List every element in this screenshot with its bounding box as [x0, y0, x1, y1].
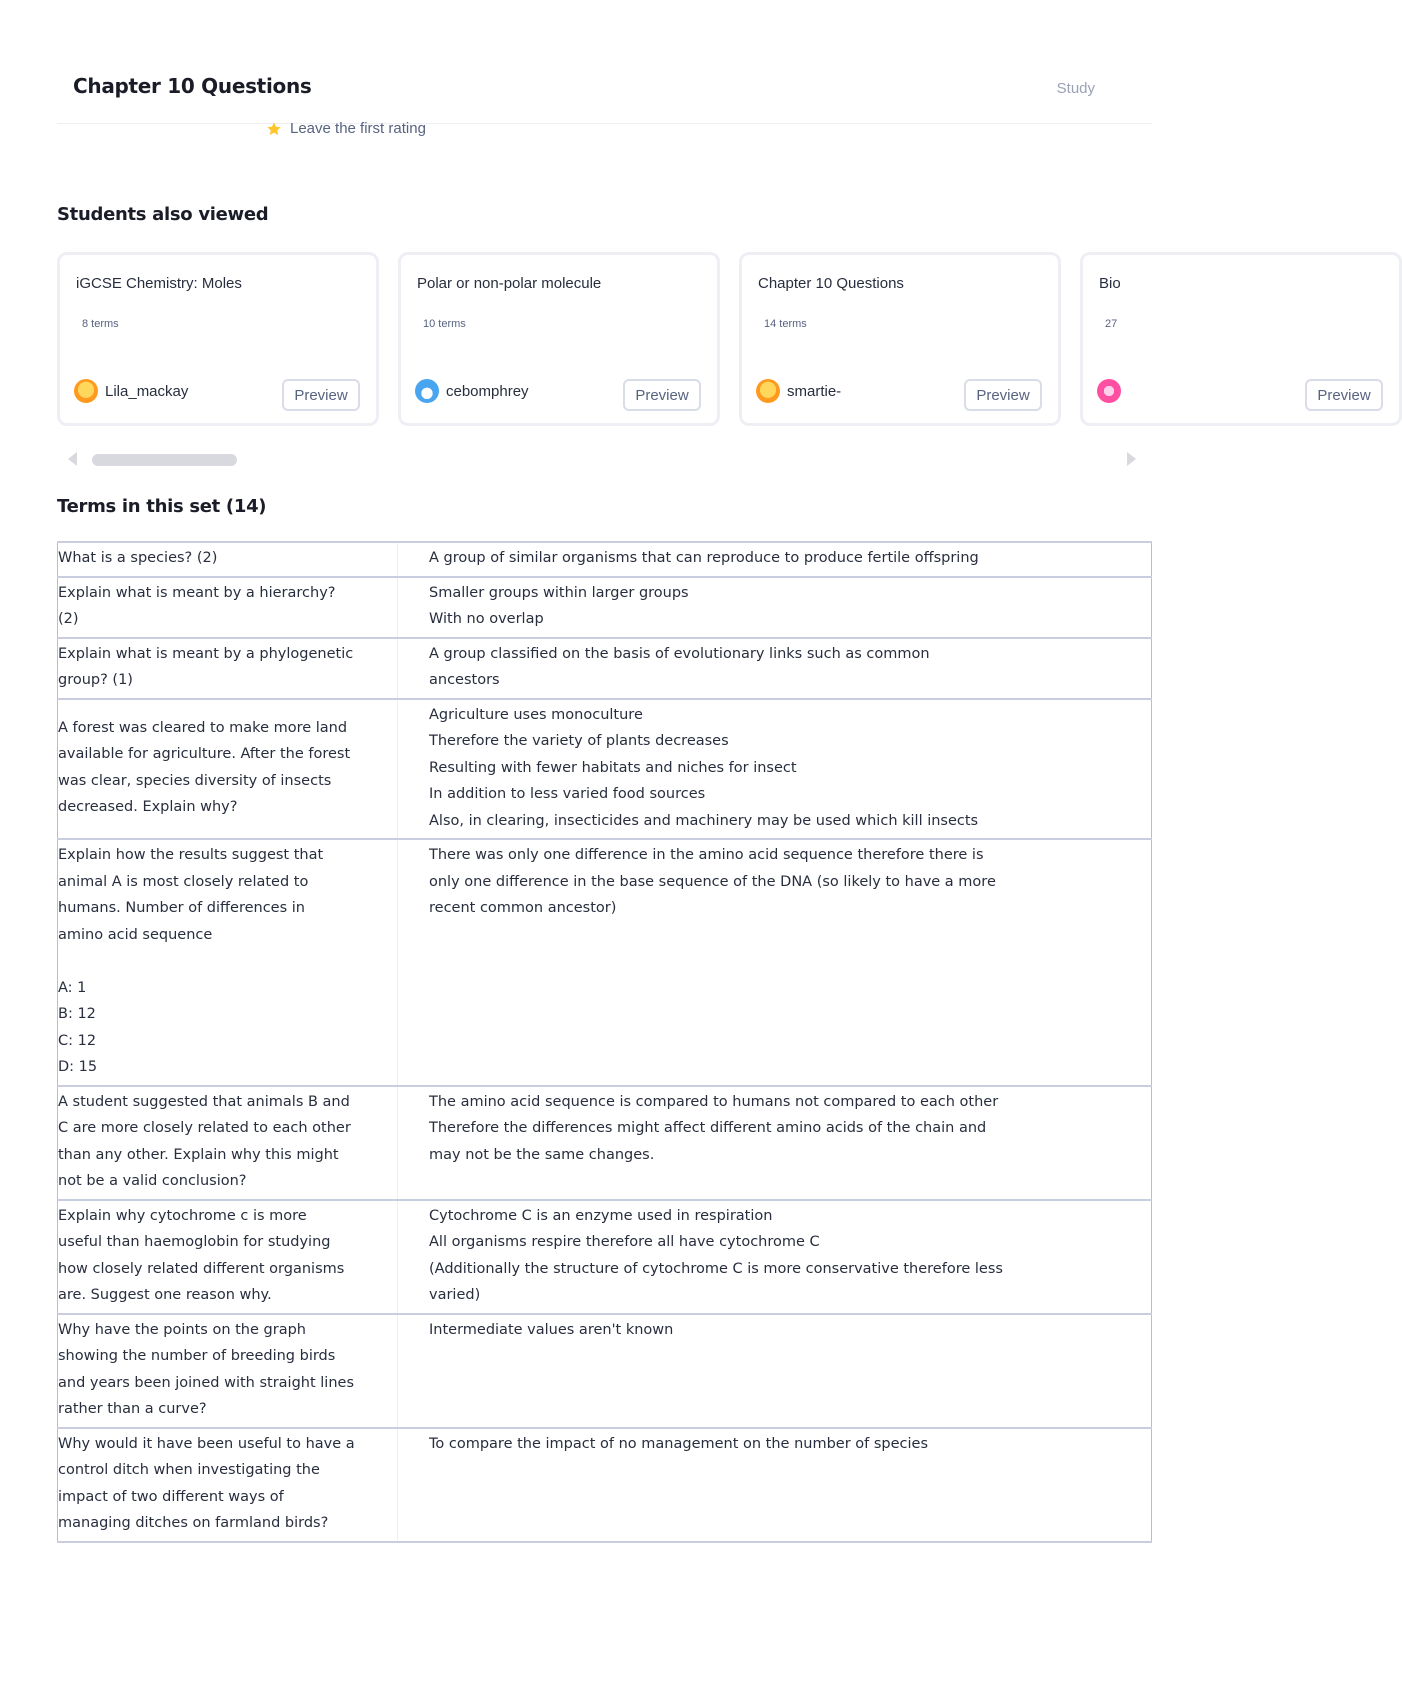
- term-text: not be a valid conclusion?: [58, 1173, 247, 1189]
- term-text: managing ditches on farmland birds?: [58, 1515, 329, 1531]
- term-text: humans. Number of differences in: [58, 900, 305, 916]
- term-text: control ditch when investigating the: [58, 1462, 320, 1478]
- definition-cell: [398, 1428, 1152, 1542]
- card-author[interactable]: [415, 379, 529, 403]
- study-set-card[interactable]: [739, 252, 1061, 426]
- study-set-card[interactable]: [57, 252, 379, 426]
- table-row: [58, 638, 1152, 699]
- preview-button[interactable]: Preview: [1305, 379, 1383, 411]
- definition-text: Intermediate values aren't known: [429, 1321, 674, 1338]
- term-text: rather than a curve?: [58, 1401, 207, 1417]
- card-title: Bio: [1099, 275, 1121, 292]
- definition-text: may not be the same changes.: [429, 1146, 655, 1163]
- term-text: B: 12: [58, 1006, 96, 1022]
- preview-button[interactable]: Preview: [623, 379, 701, 411]
- term-cell: [58, 577, 398, 638]
- definition-text: A group classified on the basis of evolutionary links such as common: [429, 645, 930, 662]
- definition-text: A group of similar organisms that can reproduce to produce fertile offspring: [429, 550, 979, 566]
- study-set-card[interactable]: [398, 252, 720, 426]
- term-cell: [58, 1428, 398, 1542]
- definition-text: ancestors: [429, 672, 500, 688]
- term-text: [58, 948, 397, 975]
- definition-text: Therefore the variety of plants decreases: [429, 733, 729, 749]
- definition-text: Also, in clearing, insecticides and machinery may be used which kill insects: [429, 812, 979, 829]
- students-also-viewed-heading: Students also viewed: [57, 204, 269, 225]
- card-author[interactable]: [1097, 379, 1128, 403]
- rating-label: Leave the first rating: [290, 120, 426, 137]
- definition-text: only one difference in the base sequence of the DNA (so likely to have a more: [429, 873, 996, 890]
- definition-text: Therefore the differences might affect different amino acids of the chain and: [429, 1120, 987, 1136]
- table-row: [58, 542, 1152, 577]
- term-text: What is a species? (2): [58, 550, 218, 566]
- rating-prompt[interactable]: [266, 120, 426, 137]
- term-cell: [58, 542, 398, 577]
- preview-button[interactable]: Preview: [282, 379, 360, 411]
- term-text: animal A is most closely related to: [58, 873, 309, 890]
- term-text: A forest was cleared to make more land: [58, 719, 348, 736]
- definition-text: Smaller groups within larger groups: [429, 584, 689, 601]
- terms-heading: Terms in this set (14): [57, 496, 267, 517]
- avatar: [415, 379, 439, 403]
- definition-text: (Additionally the structure of cytochrome C is more conservative therefore less: [429, 1260, 1003, 1277]
- definition-text: recent common ancestor): [429, 900, 617, 916]
- study-link[interactable]: Study: [1056, 80, 1095, 97]
- carousel-scrollbar[interactable]: [92, 454, 237, 466]
- definition-cell: [398, 1314, 1152, 1428]
- table-row: [58, 1428, 1152, 1542]
- avatar: [1097, 379, 1121, 403]
- card-term-count: 27: [1105, 318, 1118, 330]
- card-author-name: cebomphrey: [446, 382, 529, 400]
- definition-cell: [398, 1086, 1152, 1200]
- definition-cell: [398, 577, 1152, 638]
- definition-cell: [398, 638, 1152, 699]
- definition-text: The amino acid sequence is compared to humans not compared to each other: [429, 1093, 999, 1110]
- definition-cell: [398, 1200, 1152, 1314]
- term-text: Explain what is meant by a phylogenetic: [58, 645, 354, 662]
- table-row: [58, 699, 1152, 840]
- term-text: than any other. Explain why this might: [58, 1146, 339, 1163]
- page-title: Chapter 10 Questions: [73, 74, 312, 98]
- scroll-left-arrow-icon[interactable]: [68, 452, 77, 466]
- students-also-viewed-carousel: [57, 252, 1371, 430]
- card-author-name: Lila_mackay: [105, 382, 189, 400]
- definition-text: varied): [429, 1287, 481, 1303]
- table-row: [58, 1314, 1152, 1428]
- term-cell: [58, 1086, 398, 1200]
- avatar: [756, 379, 780, 403]
- card-title: Chapter 10 Questions: [758, 275, 904, 292]
- card-author-name: smartie-: [787, 382, 842, 400]
- definition-text: In addition to less varied food sources: [429, 786, 706, 802]
- term-text: Why would it have been useful to have a: [58, 1435, 355, 1452]
- definition-text: Cytochrome C is an enzyme used in respiration: [429, 1207, 773, 1224]
- page-header: [57, 64, 1152, 124]
- term-cell: [58, 638, 398, 699]
- term-text: available for agriculture. After the forest: [58, 746, 351, 763]
- table-row: [58, 577, 1152, 638]
- star-icon: [266, 121, 282, 137]
- term-cell: [58, 1314, 398, 1428]
- card-title: Polar or non-polar molecule: [417, 275, 602, 292]
- definition-text: To compare the impact of no management on the number of species: [429, 1435, 929, 1452]
- term-text: D: 15: [58, 1059, 98, 1075]
- term-text: are. Suggest one reason why.: [58, 1287, 272, 1303]
- table-row: [58, 839, 1152, 1086]
- definition-text: With no overlap: [429, 611, 544, 627]
- card-term-count: 10 terms: [423, 318, 466, 330]
- definition-text: All organisms respire therefore all have cytochrome C: [429, 1234, 820, 1250]
- term-text: (2): [58, 611, 79, 627]
- definition-text: Resulting with fewer habitats and niches for insect: [429, 759, 797, 776]
- term-text: Explain why cytochrome c is more: [58, 1207, 307, 1224]
- term-cell: [58, 1200, 398, 1314]
- definition-cell: [398, 542, 1152, 577]
- term-text: C are more closely related to each other: [58, 1120, 351, 1136]
- definition-text: There was only one difference in the amino acid sequence therefore there is: [429, 847, 984, 863]
- avatar: [74, 379, 98, 403]
- term-text: Why have the points on the graph: [58, 1321, 306, 1338]
- term-text: Explain what is meant by a hierarchy?: [58, 584, 336, 601]
- term-text: impact of two different ways of: [58, 1488, 284, 1505]
- definition-cell: [398, 699, 1152, 840]
- term-text: was clear, species diversity of insects: [58, 772, 332, 789]
- card-author[interactable]: [756, 379, 841, 403]
- term-text: A student suggested that animals B and: [58, 1093, 350, 1110]
- definition-cell: [398, 839, 1152, 1086]
- preview-button[interactable]: Preview: [964, 379, 1042, 411]
- card-term-count: 14 terms: [764, 318, 807, 330]
- term-text: Explain how the results suggest that: [58, 847, 324, 863]
- term-text: how closely related different organisms: [58, 1260, 345, 1277]
- table-row: [58, 1200, 1152, 1314]
- term-cell: [58, 699, 398, 840]
- card-title: iGCSE Chemistry: Moles: [76, 275, 242, 292]
- definition-text: Agriculture uses monoculture: [429, 706, 643, 723]
- card-term-count: 8 terms: [82, 318, 119, 330]
- terms-table: [57, 541, 1152, 1543]
- card-author[interactable]: [74, 379, 188, 403]
- term-text: showing the number of breeding birds: [58, 1348, 336, 1364]
- term-text: useful than haemoglobin for studying: [58, 1234, 331, 1250]
- table-row: [58, 1086, 1152, 1200]
- term-text: amino acid sequence: [58, 926, 213, 943]
- term-text: decreased. Explain why?: [58, 799, 238, 816]
- scroll-right-arrow-icon[interactable]: [1127, 452, 1136, 466]
- term-text: A: 1: [58, 979, 87, 996]
- term-text: and years been joined with straight lines: [58, 1374, 354, 1391]
- term-text: C: 12: [58, 1032, 97, 1049]
- term-text: group? (1): [58, 672, 133, 688]
- study-set-card[interactable]: [1080, 252, 1402, 426]
- term-cell: [58, 839, 398, 1086]
